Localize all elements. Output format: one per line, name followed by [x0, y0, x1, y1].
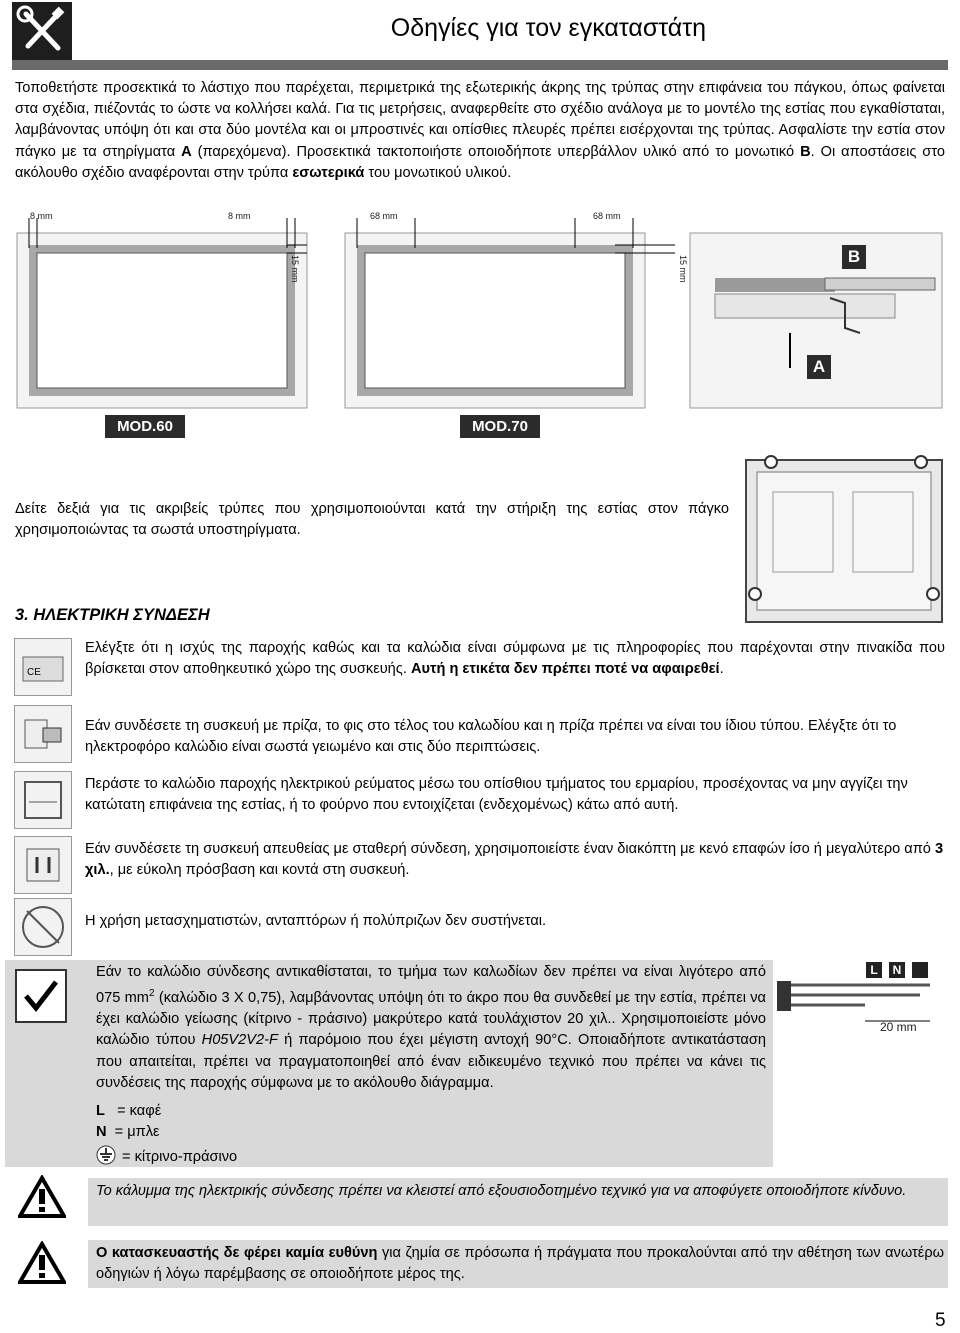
block-no-adapters: Η χρήση μετασχηματιστών, ανταπτόρων ή πολύπριζων δεν συστήνεται.: [85, 913, 547, 929]
wire-label-n: N: [889, 962, 905, 978]
warning-icon: [18, 1175, 66, 1219]
earth-icon: [96, 1145, 116, 1165]
block-rating-plate: Ελέγξτε ότι η ισχύς της παροχής καθώς και τα καλώδια είναι σύμφωνα με τις πληροφορίες που παρέχονται στην πινακίδα που βρίσκεται στον αποθηκευτικό χώρο της συσκευής. Αυτή η ετικέτα δεν πρέπει ποτέ να αφαιρεθεί.: [85, 640, 945, 678]
mod60-label: MOD.60: [105, 415, 185, 438]
intro-paragraph: Τοποθετήστε προσεκτικά το λάστιχο που παρέχεται, περιμετρικά της εξωτερικής άκρης της τρύπας στην επιφάνεια του πάγκου, όπως φαίνεται στα σχέδια, πιέζοντάς το ώστε να κολλήσει καλά. Για τις μετρήσεις, αναφερθείτε στο σχέδιο ανάλογα με το μοντέλο της εστίας που εγκαθίσταται, λαμβάνοντας υπόψη ότι και στα δύο μοντέλα και οι μπροστινές και οπίσθιες πλευρές πρέπει εισέρχονται της τρύπας. Ασφαλίστε την εστία στον πάγκο με τα στηρίγματα A (παρεχόμενα). Προσεκτικά τακτοποιήστε οποιοδήποτε υπερβάλλον υλικό από το μονωτικό B. Οι αποστάσεις στο ακόλουθο σχέδιο αναφέρονται στην τρύπα εσωτερικά του μονωτικού υλικού.: [15, 80, 945, 181]
mod70-label: MOD.70: [460, 415, 540, 438]
warning-text-1: Το κάλυμμα της ηλεκτρικής σύνδεσης πρέπει να κλειστεί από εξουσιοδοτημένο τεχνικό για να αποφύγετε οποιοδήποτε κίνδυνο.: [96, 1183, 907, 1199]
block-cable-routing: Περάστε το καλώδιο παροχής ηλεκτρικού ρεύματος μέσω του οπίσθιου τμήματος του ερμαρίου, προσέχοντας να μην αγγίζει την κατώτατη επιφάνεια της εστίας, ή το φούρνο που εντοιχίζεται (ενδεχομένως) κάτω από αυτή.: [85, 776, 908, 814]
holes-note: Δείτε δεξιά για τις ακριβείς τρύπες που χρησιμοποιούνται κατά την στήριξη της εστίας στον πάγκο χρησιμοποιώντας τα σωστά υποστηρίγματα.: [15, 501, 729, 539]
warning-icon: [18, 1241, 66, 1285]
page-title: Οδηγίες για τον εγκαταστάτη: [390, 14, 706, 42]
mod60-dim-side: 15 mm: [290, 255, 300, 283]
wire-dim: 20 mm: [880, 1020, 917, 1034]
header-divider: [12, 60, 948, 70]
mod70-dim-left: 68 mm: [370, 211, 398, 221]
switch-icon: [14, 836, 72, 894]
mod70-dim-right: 68 mm: [593, 211, 621, 221]
cutout-diagram: [15, 208, 945, 448]
warning-text-2: Ο κατασκευαστής δε φέρει καμία ευθύνη για ζημία σε πρόσωπα ή πράγματα που προκαλούνται από την αθέτηση των ανωτέρω οδηγιών ή λόγω παρέμβασης σε οποιοδήποτε μέρος της.: [96, 1245, 945, 1283]
plug-socket-icon: [14, 705, 72, 763]
rating-plate-icon: [14, 638, 72, 696]
checklist-icon: [12, 964, 80, 1030]
cable-replacement-text: Εάν το καλώδιο σύνδεσης αντικαθίσταται, το τμήμα των καλωδίων δεν πρέπει να είναι λιγότερο από 075 $mm^2$ (καλώδιο 3 X 0,75), λαμβάνοντας υπόψη ότι το άκρο που θα συνδεθεί με την εστία, πρέπει να έχει καλώδιο γείωσης (κίτρινο - πράσινο) μακρύτερο κατά τουλάχιστον 20 χιλ.. Χρησιμοποιείστε μόνο καλώδιο τύπου H05V2V2-F ή παρόμοιο που έχει μέγιστη αντοχή 90°C. Οποιαδήποτε αντικατάσταση που απαιτείται, πρέπει να πραγματοποιηθεί από έναν ειδικευμένο τεχνικό που πρέπει να κάνει τις συνδέσεις της παροχής σύμφωνα με το ακόλουθο διάγραμμα.: [96, 964, 766, 1091]
legend-l: L = καφέ: [96, 1103, 162, 1119]
svg-text:CE: CE: [27, 667, 41, 678]
cable-routing-icon: [14, 771, 72, 829]
mod60-dim-left: 8 mm: [30, 211, 53, 221]
block-fixed-connection: Εάν συνδέσετε τη συσκευή απευθείας με σταθερή σύνδεση, χρησιμοποιείστε έναν διακόπτη με κενό επαφών ίσο ή μεγαλύτερο από 3 χιλ., με εύκολη πρόσβαση και κοντά στη συσκευή.: [85, 841, 944, 879]
label-b: B: [842, 245, 866, 269]
mod70-dim-side: 15 mm: [678, 255, 688, 283]
block-plug: Εάν συνδέσετε τη συσκευή με πρίζα, το φις στο τέλος του καλωδίου και η πρίζα πρέπει να είναι του ίδιου τύπου. Ελέγξτε ότι το ηλεκτροφόρο καλώδιο είναι σωστά γειωμένο και στις δύο περιπτώσεις.: [85, 718, 897, 756]
page-number: 5: [935, 1310, 946, 1331]
wire-label-l: L: [866, 962, 882, 978]
hob-base-illustration: [743, 452, 948, 627]
wire-label-earth-icon: [912, 962, 928, 978]
mod60-dim-right: 8 mm: [228, 211, 251, 221]
legend-earth: = κίτρινο-πράσινο: [122, 1149, 238, 1165]
label-a: A: [807, 355, 831, 379]
section-title: 3. ΗΛΕΚΤΡΙΚΗ ΣΥΝΔΕΣΗ: [15, 606, 210, 624]
no-adapter-icon: [14, 898, 72, 956]
legend-n: N = μπλε: [96, 1124, 160, 1140]
